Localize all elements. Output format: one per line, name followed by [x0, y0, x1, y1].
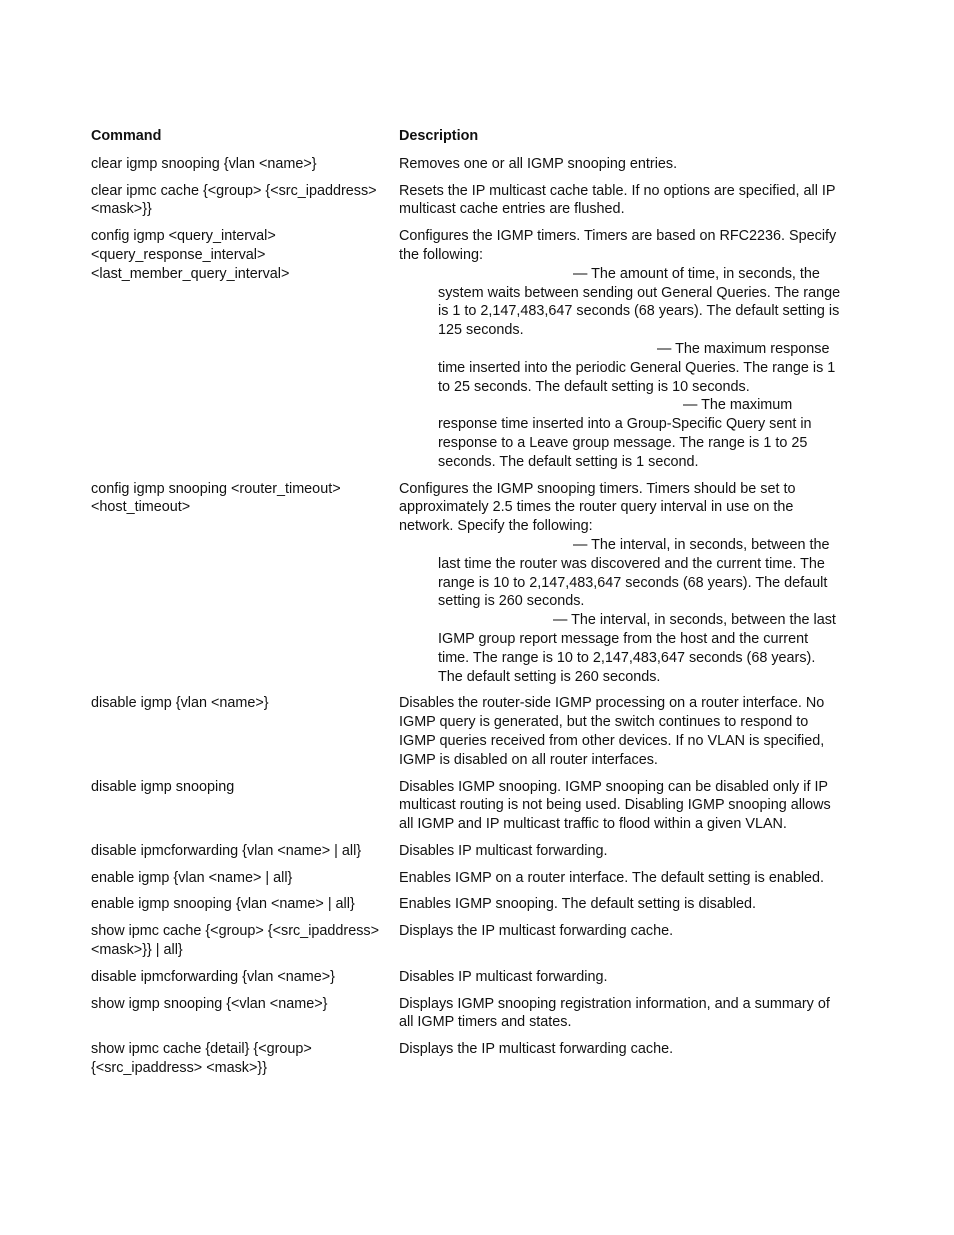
description-cell: Resets the IP multicast cache table. If no options are specified, all IP multicast cache entries are flushed. [399, 182, 836, 218]
subitem-router-timeout: — The interval, in seconds, between the last time the router was discovered and the current time. The range is 10 to 2,147,483,647 seconds (68 years). The default setting is 260 seconds. [438, 536, 830, 610]
command-cell: disable igmp {vlan <name>} [91, 695, 269, 712]
description-cell: Displays the IP multicast forwarding cache. [399, 1041, 674, 1058]
description-cell [399, 227, 843, 479]
command-table [91, 127, 843, 1086]
description-cell: Disables IP multicast forwarding. [399, 842, 608, 859]
description-cell [399, 480, 843, 695]
subitem-host-timeout: — The interval, in seconds, between the last IGMP group report message from the host and the current time. The range is 10 to 2,147,483,647 seconds (68 years). The default setting is 260 seconds. [438, 612, 836, 685]
command-cell: enable igmp snooping {vlan <name> | all} [91, 896, 355, 913]
table-row [91, 182, 843, 228]
table-row [91, 1040, 843, 1086]
table-row [91, 922, 843, 968]
command-cell: disable igmp snooping [91, 778, 235, 795]
command-cell: clear ipmc cache {<group> {<src_ipaddress> <mask>}} [91, 182, 377, 218]
table-row [91, 869, 843, 896]
table-row [91, 968, 843, 995]
subitem-query-interval: — The amount of time, in seconds, the system waits between sending out General Queries. The range is 1 to 2,147,483,647 seconds (68 years). The default setting is 125 seconds. [438, 265, 841, 339]
table-row [91, 895, 843, 922]
table-row [91, 694, 843, 777]
description-cell: Disables the router-side IGMP processing on a router interface. No IGMP query is generated, but the switch continues to respond to IGMP queries received from other devices. If no VLAN is specified, IGMP is disabled on all router interfaces. [399, 695, 825, 768]
command-column-header: Command [91, 128, 162, 144]
description-cell: Displays IGMP snooping registration information, and a summary of all IGMP timers and states. [399, 995, 830, 1031]
command-cell: disable ipmcforwarding {vlan <name> | all} [91, 842, 362, 859]
description-text: Configures the IGMP snooping timers. Timers should be set to approximately 2.5 times the router query interval in use on the network. Specify the following: [399, 480, 796, 535]
command-cell: config igmp snooping <router_timeout> <host_timeout> [91, 480, 341, 516]
command-cell: show ipmc cache {<group> {<src_ipaddress> <mask>}} | all} [91, 923, 379, 959]
description-column-header: Description [399, 128, 479, 144]
description-cell: Disables IP multicast forwarding. [399, 968, 608, 985]
description-cell: Disables IGMP snooping. IGMP snooping can be disabled only if IP multicast routing is not being used. Disabling IGMP snooping allows all IGMP and IP multicast traffic to flood within a given VLAN. [399, 778, 831, 833]
command-cell: config igmp <query_interval> <query_response_interval> <last_member_query_interval> [91, 228, 290, 282]
description-cell: Enables IGMP snooping. The default setting is disabled. [399, 896, 757, 913]
command-cell: enable igmp {vlan <name> | all} [91, 869, 293, 886]
command-cell: show ipmc cache {detail} {<group> {<src_ipaddress> <mask>}} [91, 1041, 312, 1077]
description-text: Configures the IGMP timers. Timers are based on RFC2236. Specify the following: [399, 228, 837, 263]
table-header-row [91, 127, 843, 155]
table-row [91, 842, 843, 869]
subitem-last-member-query-interval: — The maximum response time inserted into a Group-Specific Query sent in response to a Leave group message. The range is 1 to 25 seconds. The default setting is 1 second. [438, 397, 812, 470]
table-row [91, 778, 843, 842]
subitem-query-response-interval: — The maximum response time inserted into the periodic General Queries. The range is 1 to 25 seconds. The default setting is 10 seconds. [438, 340, 836, 395]
table-row [91, 155, 843, 182]
command-cell: clear igmp snooping {vlan <name>} [91, 155, 317, 172]
table-row [91, 480, 843, 695]
command-cell: disable ipmcforwarding {vlan <name>} [91, 968, 335, 985]
description-cell: Enables IGMP on a router interface. The default setting is enabled. [399, 869, 825, 886]
description-cell: Removes one or all IGMP snooping entries. [399, 155, 678, 172]
command-cell: show igmp snooping {<vlan <name>} [91, 995, 328, 1012]
table-row [91, 227, 843, 479]
table-row [91, 995, 843, 1041]
description-cell: Displays the IP multicast forwarding cache. [399, 923, 674, 940]
